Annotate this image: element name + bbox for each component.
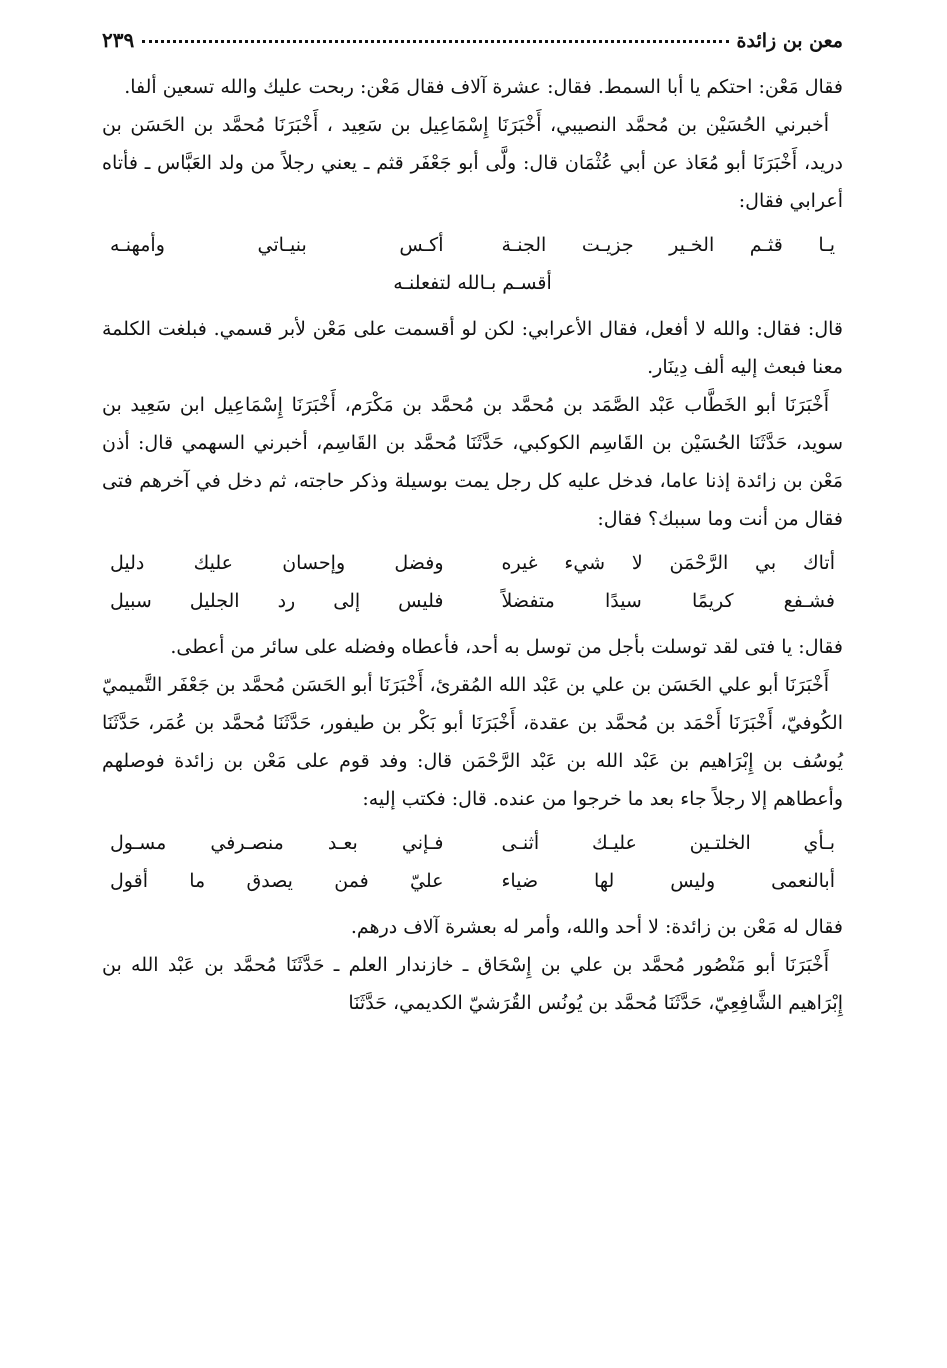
verse-line bbox=[102, 226, 843, 264]
page-number: ٢٣٩ bbox=[102, 28, 135, 52]
verse-line bbox=[102, 544, 843, 582]
running-title: معن بن زائدة bbox=[736, 30, 843, 52]
verse-hemistich-right: أبالنعمى وليس لها ضياء bbox=[501, 870, 835, 892]
verse-line bbox=[102, 264, 843, 302]
poem bbox=[102, 824, 843, 900]
paragraph: أَخْبَرَنَا أبو علي الحَسَن بن علي بن عَبْد الله المُقرئ، أَخْبَرَنَا أبو الحَسَن مُحمَّد بن جَعْفَر التَّميميّ الكُوفيّ، أَخْبَرَنَا أَحْمَد بن مُحمَّد بن عقدة، أَخْبَرَنَا أبو بَكْر بن طيفور، حَدَّثَنَا مُحمَّد بن عُمَر، حَدَّثَنَا يُوسُف بن إِبْرَاهيم بن عَبْد الله بن عَبْد الرَّحْمَن قال: وفد قوم على مَعْن بن زائدة فوصلهم وأعطاهم إلا رجلاً جاء بعد ما خرجوا من عنده. قال: فكتب إليه: bbox=[102, 674, 843, 810]
verse-hemistich-right: بـأي الخلتـين عليـك أثنـى bbox=[501, 832, 835, 854]
verse-hemistich-left: وفضل وإحسان عليك دليل bbox=[110, 552, 444, 574]
book-page bbox=[102, 28, 843, 1368]
verse-line bbox=[102, 862, 843, 900]
paragraph: فقال: يا فتى لقد توسلت بأجل من توسل به أحد، فأعطاه وفضله على سائر من أعطى. bbox=[170, 636, 843, 658]
page-body bbox=[102, 68, 843, 1022]
paragraph: أَخْبَرَنَا أبو الخَطَّاب عَبْد الصَّمَد بن مُحمَّد بن مُحمَّد بن مَكْرَم، أَخْبَرَنَا إِسْمَاعِيل ابن سَعِيد بن سويد، حَدَّثَنَا الحُسَيْن بن القَاسِم الكوكبي، حَدَّثَنَا مُحمَّد بن القَاسِم، أخبرني السهمي قال: أذن مَعْن بن زائدة إذنا عاما، فدخل عليه كل رجل يمت بوسيلة وذكر حاجته، ثم دخل في آخرهم فتى فقال من أنت وما سببك؟ فقال: bbox=[102, 394, 843, 530]
verse-hemistich-right: أتاك بي الرَّحْمَن لا شيء غيره bbox=[501, 552, 835, 574]
verse-hemistich-left: فليس إلى رد الجليل سبيل bbox=[110, 590, 444, 612]
verse-line bbox=[102, 824, 843, 862]
verse-hemistich-right: فشـفع كريمًا سيدًا متفضلاً bbox=[501, 590, 835, 612]
verse-hemistich: أقسـم بـالله لتفعلنـه bbox=[393, 272, 552, 294]
paragraph: قال: فقال: والله لا أفعل، فقال الأعرابي: لكن لو أقسمت على مَعْن لأبر قسمي. فبلغت الكلمة معنا فبعث إليه ألف دِينَار. bbox=[102, 318, 843, 378]
verse-line bbox=[102, 582, 843, 620]
paragraph: فقال مَعْن: احتكم يا أبا السمط. فقال: عشرة آلاف فقال مَعْن: ربحت عليك والله تسعين ألفا. bbox=[124, 76, 843, 98]
paragraph: أَخْبَرَنَا أبو مَنْصُور مُحمَّد بن علي بن إِسْحَاق ـ خازندار العلم ـ حَدَّثَنَا مُحمَّد بن عَبْد الله بن إِبْرَاهيم الشَّافِعِيّ، حَدَّثَنَا مُحمَّد بن يُونُس القُرَشيّ الكديمي، حَدَّثَنَا bbox=[102, 954, 843, 1014]
verse-hemistich-left: أكـس بنيـاتي وأمهنـه bbox=[110, 234, 444, 256]
page-header bbox=[102, 28, 843, 68]
verse-hemistich-left: عليّ فمن يصدق ما أقول bbox=[110, 870, 444, 892]
verse-hemistich-left: فـإني بعـد منصـرفي مسـول bbox=[110, 832, 444, 854]
verse-hemistich-right: يـا قثـم الخـير جزيـت الجنـة bbox=[501, 234, 835, 256]
paragraph: فقال له مَعْن بن زائدة: لا أحد والله، وأمر له بعشرة آلاف درهم. bbox=[350, 916, 843, 938]
paragraph: أخبرني الحُسَيْن بن مُحمَّد النصيبي، أَخْبَرَنَا إِسْمَاعِيل بن سَعِيد ، أَخْبَرَنَا مُحمَّد بن الحَسَن بن دريد، أَخْبَرَنَا أبو مُعَاذ عن أبي عُثْمَان قال: ولَّى أبو جَعْفَر قثم ـ يعني رجلاً من ولد العَبَّاس ـ فأتاه أعرابي فقال: bbox=[102, 114, 843, 212]
poem bbox=[102, 226, 843, 302]
poem bbox=[102, 544, 843, 620]
dot-leader bbox=[142, 40, 728, 43]
